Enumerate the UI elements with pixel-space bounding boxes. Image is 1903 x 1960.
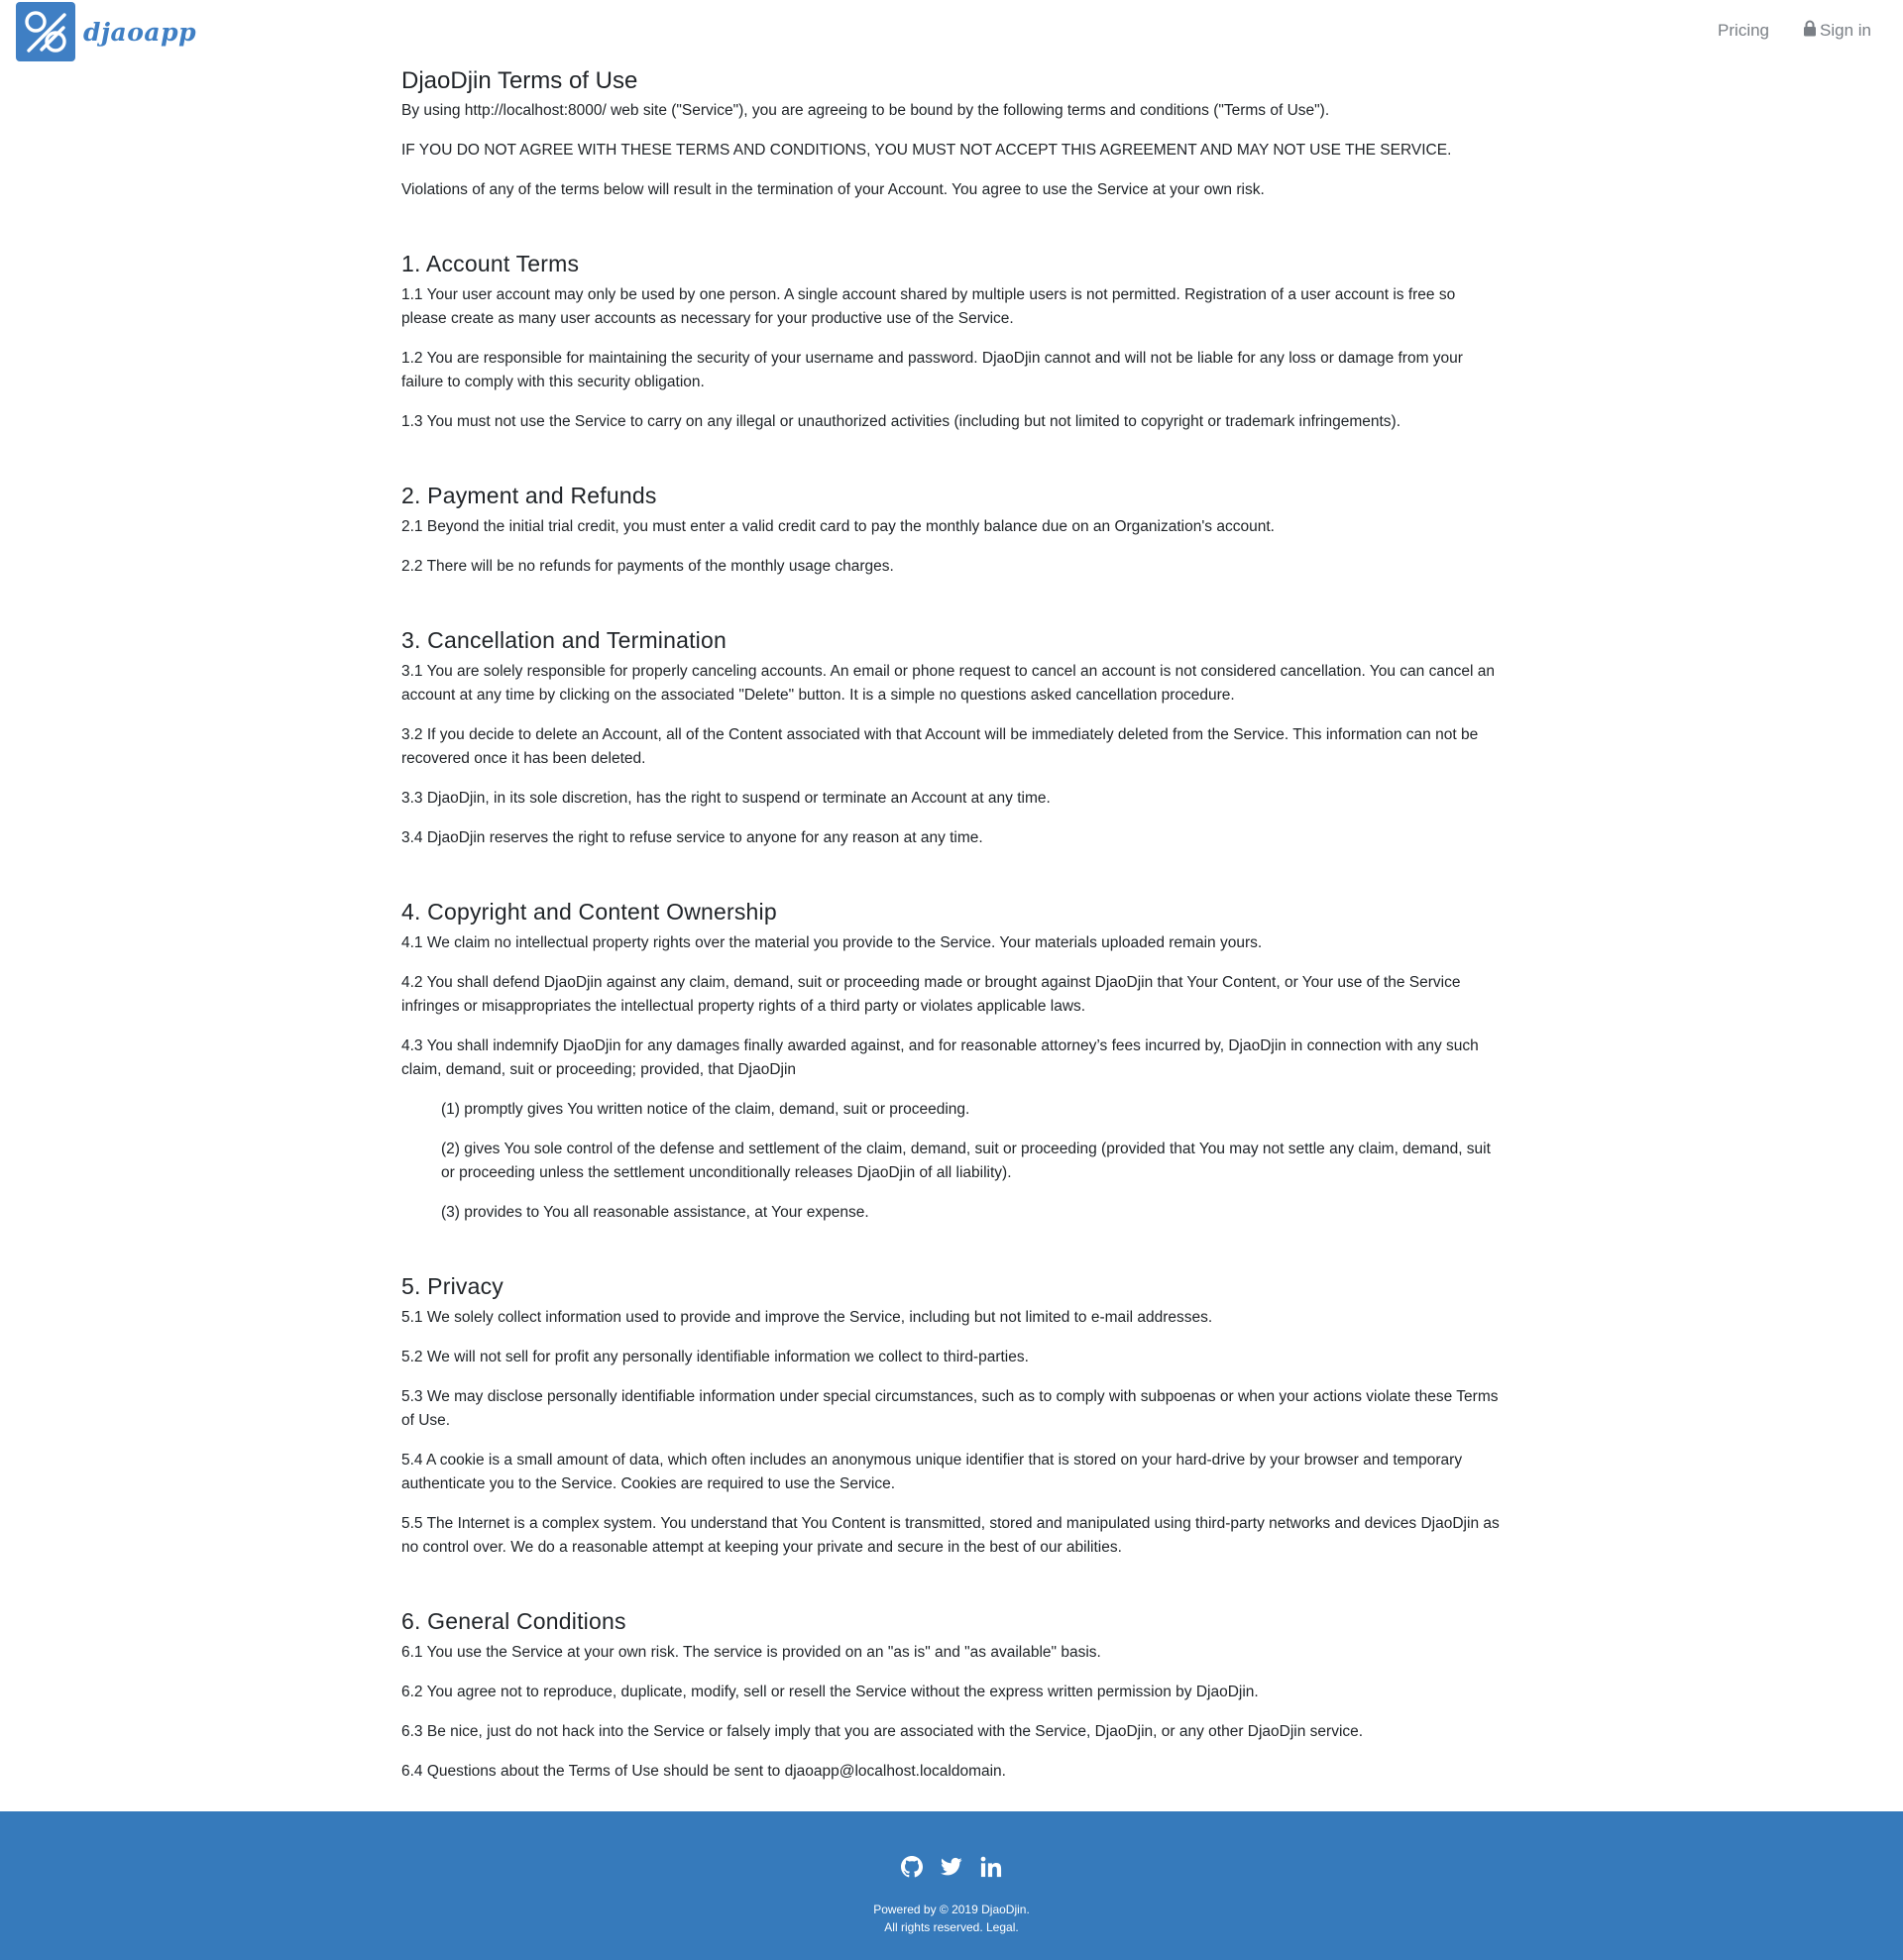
section-title: 1. Account Terms	[401, 251, 580, 276]
brand-link[interactable]	[16, 2, 196, 61]
pricing-link[interactable]	[1718, 21, 1769, 41]
section-paragraph: 1.3 You must not use the Service to carry on any illegal or unauthorized activities (including but not limited to copyright or trademark infringements).	[401, 413, 1401, 430]
section-paragraph: 5.4 A cookie is a small amount of data, which often includes an anonymous unique identifier that is stored on your hard-drive by your browser and temporary authenticate you to the Service. Cookies are required to use the Service.	[401, 1452, 1463, 1492]
section-paragraph: 4.1 We claim no intellectual property rights over the material you provide to the Service. Your materials uploaded remain yours.	[401, 934, 1263, 951]
section-payment-refunds	[401, 482, 1502, 579]
section-paragraph: 5.2 We will not sell for profit any personally identifiable information we collect to third-parties.	[401, 1349, 1029, 1365]
section-paragraph: 5.1 We solely collect information used to provide and improve the Service, including but not limited to e-mail addresses.	[401, 1309, 1213, 1326]
sign-in-link[interactable]	[1803, 20, 1871, 42]
condition-item: (2) gives You sole control of the defense and settlement of the claim, demand, suit or proceeding (provided that You may not settle any claim, demand, suit or proceeding unless the settlement unconditionally releases DjaoDjin of all liability).	[441, 1141, 1491, 1181]
page-title: DjaoDjin Terms of Use	[401, 67, 638, 94]
section-paragraph: 3.2 If you decide to delete an Account, all of the Content associated with that Account will be immediately deleted from the Service. This information can not be recovered once it has been deleted.	[401, 726, 1479, 767]
section-copyright-ownership	[401, 898, 1502, 1225]
section-paragraph: 3.3 DjaoDjin, in its sole discretion, has the right to suspend or terminate an Account at any time.	[401, 790, 1051, 807]
indented-conditions	[401, 1098, 1502, 1225]
rights-text: All rights reserved.	[884, 1920, 983, 1934]
footer-text	[0, 1901, 1903, 1936]
pricing-link-label: Pricing	[1718, 21, 1770, 40]
section-privacy	[401, 1272, 1502, 1560]
section-paragraph: 1.2 You are responsible for maintaining the security of your username and password. DjaoDjin cannot and will not be liable for any loss or damage from your failure to comply with this security obligation.	[401, 350, 1463, 390]
condition-item: (1) promptly gives You written notice of the claim, demand, suit or proceeding.	[441, 1101, 970, 1118]
section-paragraph: 2.1 Beyond the initial trial credit, you must enter a valid credit card to pay the monthly balance due on an Organization's account.	[401, 518, 1275, 535]
top-navbar	[0, 0, 1903, 63]
section-paragraph: 4.3 You shall indemnify DjaoDjin for any damages finally awarded against, and for reasonable attorney’s fees incurred by, DjaoDjin in connection with any such claim, demand, suit or proceeding; provided, that DjaoDjin	[401, 1037, 1479, 1078]
twitter-icon	[941, 1857, 962, 1882]
legal-link[interactable]: Legal.	[986, 1920, 1019, 1934]
section-paragraph: 6.4 Questions about the Terms of Use should be sent to djaoapp@localhost.localdomain.	[401, 1763, 1006, 1780]
intro-paragraph: IF YOU DO NOT AGREE WITH THESE TERMS AND CONDITIONS, YOU MUST NOT ACCEPT THIS AGREEMENT AND MAY NOT USE THE SERVICE.	[401, 142, 1452, 159]
section-paragraph: 3.4 DjaoDjin reserves the right to refuse service to anyone for any reason at any time.	[401, 829, 983, 846]
section-paragraph: 1.1 Your user account may only be used by one person. A single account shared by multiple users is not permitted. Registration of a user account is free so please create as many user accounts as necessary for your productive use of the Service.	[401, 286, 1456, 327]
section-paragraph: 6.3 Be nice, just do not hack into the Service or falsely imply that you are associated with the Service, DjaoDjin, or any other DjaoDjin service.	[401, 1723, 1364, 1740]
section-cancellation-termination	[401, 626, 1502, 850]
section-paragraph: 6.2 You agree not to reproduce, duplicate, modify, sell or resell the Service without the express written permission by DjaoDjin.	[401, 1684, 1259, 1700]
intro-paragraph: By using http://localhost:8000/ web site ("Service"), you are agreeing to be bound by the following terms and conditions ("Terms of Use").	[401, 102, 1330, 119]
section-title: 5. Privacy	[401, 1273, 504, 1299]
section-general-conditions	[401, 1607, 1502, 1784]
linkedin-link[interactable]	[979, 1857, 1003, 1881]
djaoapp-logo-icon	[16, 2, 75, 61]
section-paragraph: 6.1 You use the Service at your own risk. The service is provided on an "as is" and "as available" basis.	[401, 1644, 1101, 1661]
section-title: 4. Copyright and Content Ownership	[401, 899, 777, 925]
section-title: 3. Cancellation and Termination	[401, 627, 727, 653]
intro	[401, 99, 1502, 202]
condition-item: (3) provides to You all reasonable assistance, at Your expense.	[441, 1204, 869, 1221]
github-icon	[901, 1856, 923, 1883]
lock-icon	[1803, 20, 1817, 42]
rights-line	[0, 1918, 1903, 1936]
section-title: 2. Payment and Refunds	[401, 483, 657, 508]
section-paragraph: 3.1 You are solely responsible for properly canceling accounts. An email or phone request to cancel an account is not considered cancellation. You can cancel an account at any time by clicking on the associated "Delete" button. It is a simple no questions asked cancellation procedure.	[401, 663, 1495, 704]
github-link[interactable]	[900, 1857, 924, 1881]
section-paragraph: 5.5 The Internet is a complex system. You understand that You Content is transmitted, stored and manipulated using third-party networks and devices DjaoDjin as no control over. We do a reasonable attempt at keeping your private and secure in the best of our abilities.	[401, 1515, 1500, 1556]
twitter-link[interactable]	[940, 1857, 963, 1881]
section-paragraph: 2.2 There will be no refunds for payments of the monthly usage charges.	[401, 558, 894, 575]
nav-links	[1718, 20, 1871, 42]
powered-by: Powered by © 2019 DjaoDjin.	[873, 1903, 1030, 1916]
linkedin-icon	[980, 1856, 1002, 1883]
sign-in-link-label: Sign in	[1820, 21, 1871, 40]
section-account-terms	[401, 250, 1502, 434]
section-title: 6. General Conditions	[401, 1608, 626, 1634]
footer	[0, 1811, 1903, 1960]
brand-name: djaoapp	[83, 17, 197, 47]
intro-paragraph: Violations of any of the terms below will result in the termination of your Account. You agree to use the Service at your own risk.	[401, 181, 1265, 198]
social-links	[0, 1857, 1903, 1881]
terms-content	[401, 63, 1502, 1839]
section-paragraph: 5.3 We may disclose personally identifiable information under special circumstances, such as to comply with subpoenas or when your actions violate these Terms of Use.	[401, 1388, 1499, 1429]
section-paragraph: 4.2 You shall defend DjaoDjin against any claim, demand, suit or proceeding made or brought against DjaoDjin that Your Content, or Your use of the Service infringes or misappropriates the intellectual property rights of a third party or violates applicable laws.	[401, 974, 1461, 1015]
